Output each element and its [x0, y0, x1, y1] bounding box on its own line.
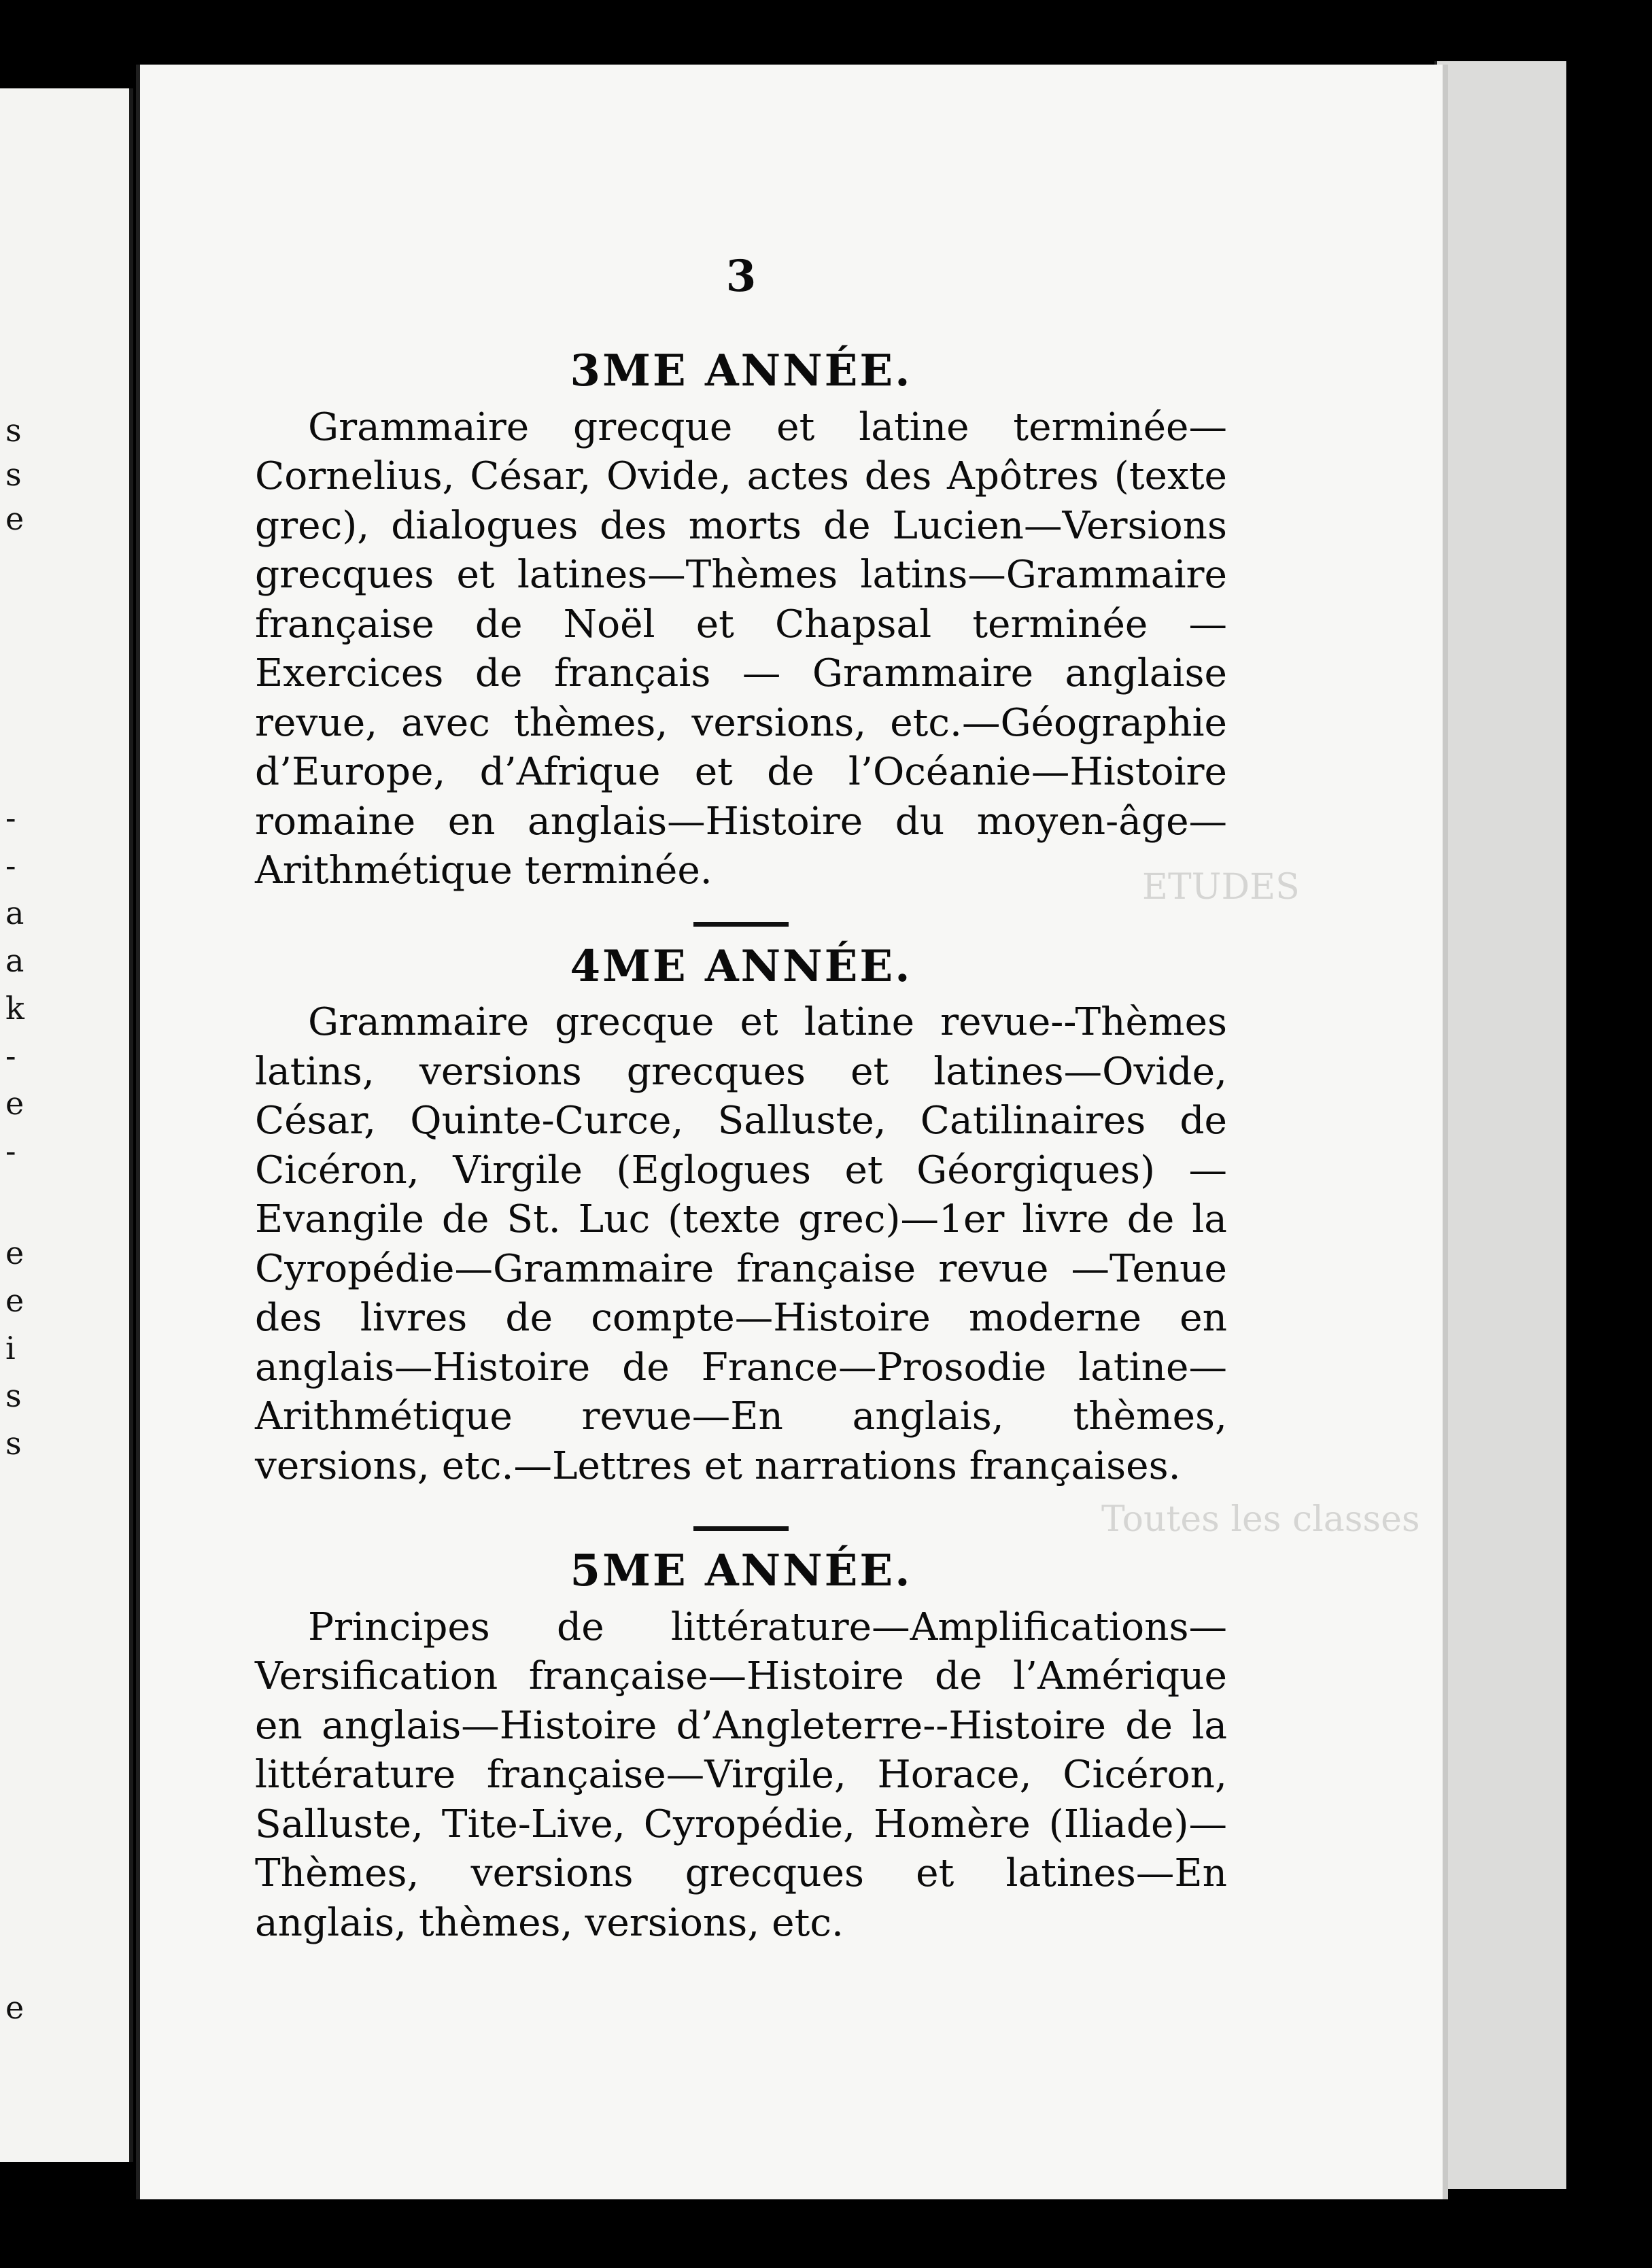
- edge-fragment: e: [5, 500, 24, 537]
- page-number: 3: [725, 251, 757, 302]
- edge-fragment: s: [5, 456, 22, 493]
- edge-fragment: -: [5, 1133, 16, 1169]
- edge-fragment: s: [5, 1377, 22, 1414]
- edge-fragment: -: [5, 1037, 16, 1074]
- section-heading-4me: 4ME ANNÉE.: [570, 940, 912, 992]
- back-page-edge: [1434, 61, 1566, 2189]
- edge-fragment: -: [5, 800, 16, 836]
- edge-fragment: s: [5, 1425, 22, 1462]
- adjacent-page-edge: [0, 88, 133, 2162]
- edge-fragment: a: [5, 942, 24, 979]
- edge-fragment: s: [5, 412, 22, 449]
- section-body-4me: Grammaire grecque et latine revue--Thèmes latins, versions grecques et latines—Ovide, César, Quinte-Curce, Salluste, Catilinaires de Cicéron, Virgile (Eglogues et Géorgiques) —Evangile de St. Luc (texte grec)—1er livre de la Cyropédie—Grammaire française revue —Tenue des livres de compte—Histoire moderne en anglais—Histoire de France—Prosodie latine—Arithmétique revue—En anglais, thèmes, versions, etc.—Lettres et narrations françaises.: [255, 1000, 1227, 1488]
- section-divider: [693, 1526, 789, 1531]
- edge-fragment: a: [5, 895, 24, 931]
- edge-fragment: e: [5, 1989, 24, 2026]
- edge-fragment: -: [5, 847, 16, 884]
- edge-fragment: i: [5, 1330, 16, 1367]
- section-body-5me: Principes de littérature—Amplifications—Versification française—Histoire de l’Amérique en anglais—Histoire d’Angleterre--Histoire de la littérature française—Virgile, Horace, Cicéron, Salluste, Tite-Live, Cyropédie, Homère (Iliade)—Thèmes, versions grecques et latines—En anglais, thèmes, versions, etc.: [255, 1604, 1227, 1945]
- bleed-through-text: Toutes les classes: [1101, 1499, 1420, 1540]
- section-heading-3me: 3ME ANNÉE.: [570, 345, 912, 396]
- text-column: [255, 251, 1227, 1948]
- section-body-3me: Grammaire grecque et latine terminée—Cornelius, César, Ovide, actes des Apôtres (texte grec), dialogues des morts de Lucien—Versions grecques et latines—Thèmes latins—Grammaire française de Noël et Chapsal terminée — Exercices de français — Grammaire anglaise revue, avec thèmes, versions, etc.—Géographie d’Europe, d’Afrique et de l’Océanie—Histoire romaine en anglais—Histoire du moyen-âge—Arithmétique terminée.: [255, 405, 1227, 893]
- section-divider: [693, 922, 789, 927]
- edge-fragment: e: [5, 1282, 24, 1319]
- edge-fragment: e: [5, 1085, 24, 1122]
- bleed-through-text: ETUDES: [1142, 867, 1300, 908]
- section-heading-5me: 5ME ANNÉE.: [570, 1545, 912, 1597]
- edge-fragment: e: [5, 1235, 24, 1271]
- edge-fragment: k: [5, 990, 24, 1027]
